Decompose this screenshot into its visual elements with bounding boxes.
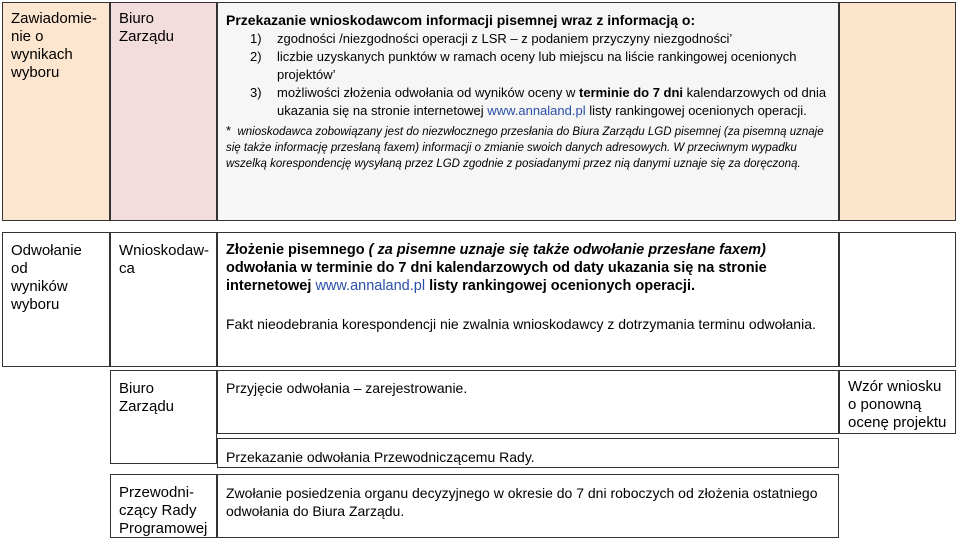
meeting-call-cell: [217, 474, 839, 538]
stage-line: Zawiadomie-: [11, 10, 97, 27]
actor-line: Wnioskodaw-: [119, 242, 210, 259]
document-line: Wzór wniosku: [848, 378, 942, 395]
actor-line: ca: [119, 260, 135, 277]
appeal-content-cell: [217, 232, 839, 367]
actor-line: Biuro: [119, 10, 155, 27]
stage-line: wyboru: [11, 296, 60, 313]
appeal-text-bold: Złożenie pisemnego: [226, 242, 369, 258]
document-template-cell: [839, 370, 956, 434]
appeal-text-italic: ( za pisemne uznaje się także odwołanie przesłane faxem): [368, 242, 766, 258]
stage-line: Odwołanie od: [11, 242, 82, 277]
list-item: [250, 30, 830, 48]
stage-line: wynikach: [11, 46, 73, 63]
actor-line: czący Rady: [119, 502, 197, 519]
actor-board-office-cell: [110, 2, 217, 221]
meeting-call-text: Zwołanie posiedzenia organu decyzyjnego w okresie do 7 dni roboczych od złożenia ostatniego odwołania do Biura Zarządu.: [226, 485, 818, 519]
website-link[interactable]: www.annaland.pl: [487, 103, 586, 118]
list-number: 3): [250, 85, 262, 100]
list-item: [250, 48, 830, 84]
deadline-bold: terminie do 7 dni: [579, 85, 684, 100]
actor-applicant-cell: [110, 232, 217, 367]
list-item: [250, 84, 830, 120]
registration-text: Przyjęcie odwołania – zarejestrowanie.: [226, 380, 468, 396]
appeal-paragraph: [226, 241, 830, 295]
delivery-note: Fakt nieodebrania korespondencji nie zwalnia wnioskodawcy z dotrzymania terminu odwołania.: [226, 316, 816, 332]
stage-line: wyboru: [11, 64, 60, 81]
document-line: ocenę projektu: [848, 414, 947, 431]
website-link[interactable]: www.annaland.pl: [315, 278, 426, 294]
actor-council-chair-cell: [110, 474, 217, 538]
actor-line: Zarządu: [119, 398, 175, 415]
list-number: 1): [250, 31, 262, 46]
address-change-note: [226, 123, 830, 172]
document-line: o ponowną: [848, 396, 922, 413]
stage-appeal-cell: [2, 232, 110, 367]
note-text: W przeciwnym wypadku wszelką korespondencję wysyłaną przez LGD zgodnie z posiadanymi przez nią danymi uznaje się za doręczoną.: [226, 142, 801, 170]
stage-line: nie o: [11, 28, 44, 45]
actor-line: Programowej: [119, 520, 208, 537]
stage-line: wyników: [11, 278, 68, 295]
notification-content-cell: [217, 2, 839, 221]
list-item-text: możliwości złożenia odwołania od wyników oceny w: [277, 85, 580, 100]
actor-board-office-cell: [110, 370, 217, 464]
appeal-text-bold: listy rankingowej ocenionych operacji.: [425, 278, 696, 294]
appeal-text-bold: odwołania w terminie do 7 dni kalendarzowych od daty ukazania się na stronie internetowej: [226, 260, 767, 294]
forwarding-text: Przekazanie odwołania Przewodniczącemu Rady.: [226, 449, 535, 465]
notification-heading: Przekazanie wnioskodawcom informacji pisemnej wraz z informacją o:: [226, 12, 696, 28]
list-item-text: listy rankingowej ocenionych operacji.: [585, 103, 807, 118]
document-cell-empty: [839, 2, 956, 221]
list-number: 2): [250, 49, 262, 64]
list-item-text: zgodności /niezgodności operacji z LSR – z podaniem przyczyny niezgodności’: [277, 31, 733, 46]
list-item-text: liczbie uzyskanych punktów w ramach oceny lub miejscu na liście rankingowej ocenionych projektów’: [277, 49, 797, 82]
notification-list: [226, 30, 830, 120]
actor-line: Zarządu: [119, 28, 175, 45]
actor-line: Biuro: [119, 380, 155, 397]
note-text: wnioskodawca zobowiązany jest do niezwłocznego przesłania do Biura Zarządu LGD pisemnej (za pisemną uznaje się także informację przesłaną faxem) informacji o zmianie swoich danych adresowych.: [226, 126, 824, 154]
list-item-text: kalendarzowych od dnia ukazania się na stronie internetowej: [277, 85, 827, 118]
actor-line: Przewodni-: [119, 484, 195, 501]
forwarding-cell: [217, 438, 839, 468]
stage-notification-cell: [2, 2, 110, 221]
asterisk-icon: *: [226, 123, 232, 138]
registration-cell: [217, 370, 839, 434]
document-cell-empty: [839, 232, 956, 367]
